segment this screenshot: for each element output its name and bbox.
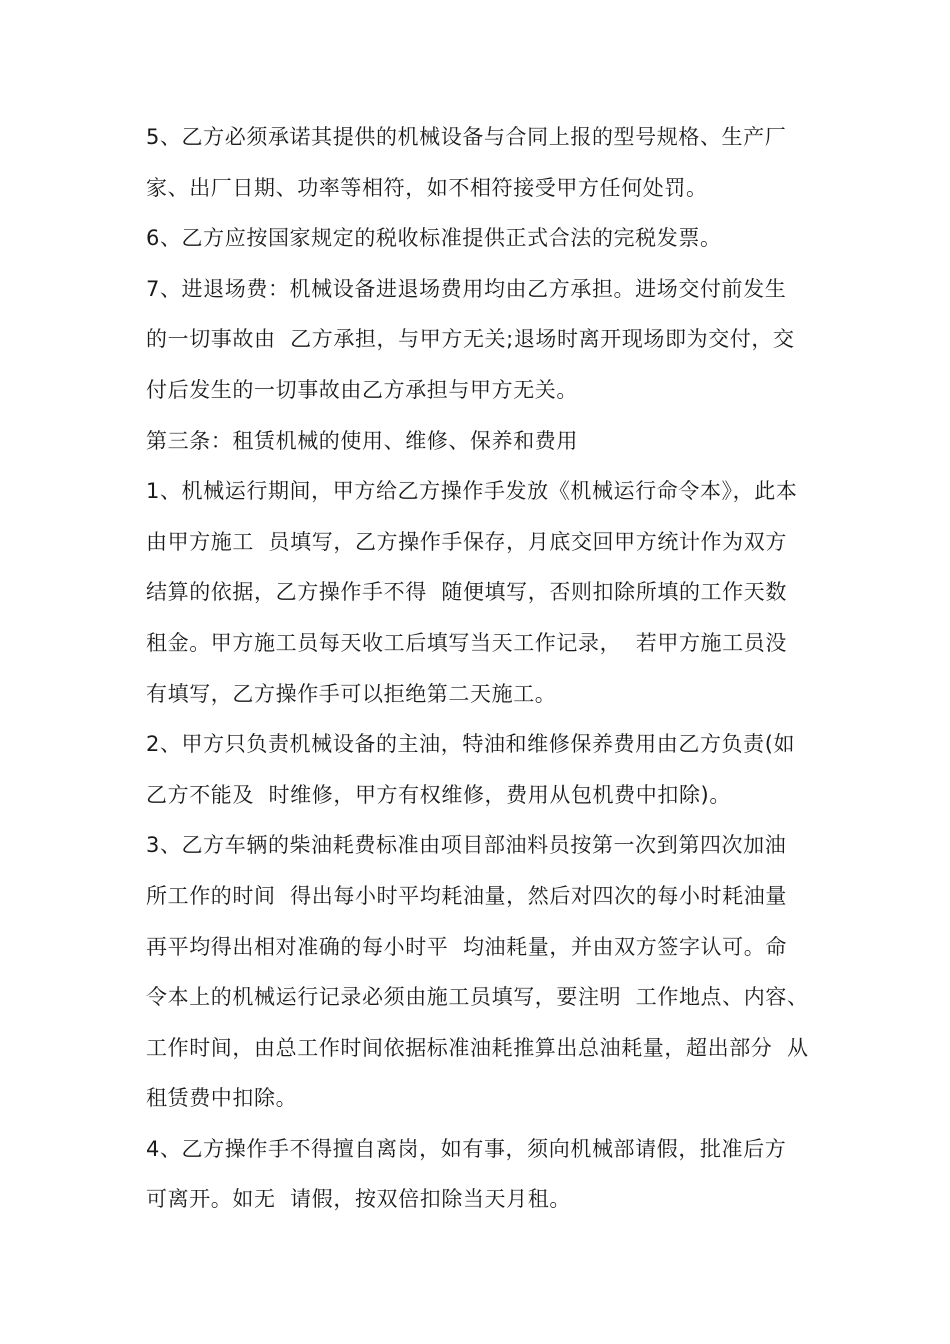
text-line: 2、甲方只负责机械设备的主油，特油和维修保养费用由乙方负责(如: [146, 732, 796, 757]
text-line: 7、进退场费：机械设备进退场费用均由乙方承担。进场交付前发生: [146, 276, 787, 301]
text-line: 租赁费中扣除。: [146, 1086, 298, 1111]
text-line: 工作时间，由总工作时间依据标准油耗推算出总油耗量，超出部分 从: [146, 1035, 809, 1060]
text-line: 3、乙方车辆的柴油耗费标准由项目部油料员按第一次到第四次加油: [146, 833, 787, 858]
text-line: 令本上的机械运行记录必须由施工员填写，要注明 工作地点、内容、: [146, 985, 809, 1010]
document-body: [146, 112, 810, 1225]
text-line: 结算的依据，乙方操作手不得 随便填写，否则扣除所填的工作天数: [146, 580, 787, 605]
text-line: 由甲方施工 员填写，乙方操作手保存，月底交回甲方统计作为双方: [146, 529, 787, 554]
text-line: 再平均得出相对准确的每小时平 均油耗量，并由双方签字认可。命: [146, 934, 787, 959]
text-line: 付后发生的一切事故由乙方承担与甲方无关。: [146, 377, 578, 402]
text-line: 租金。甲方施工员每天收工后填写当天工作记录， 若甲方施工员没: [146, 630, 787, 655]
section-heading: 第三条：租赁机械的使用、维修、保养和费用: [146, 428, 578, 453]
text-line: 可离开。如无 请假，按双倍扣除当天月租。: [146, 1187, 571, 1212]
text-line: 乙方不能及 时维修，甲方有权维修，费用从包机费中扣除)。: [146, 782, 731, 807]
text-line: 1、机械运行期间，甲方给乙方操作手发放《机械运行命令本》，此本: [146, 479, 798, 504]
text-line: 有填写，乙方操作手可以拒绝第二天施工。: [146, 681, 557, 706]
text-line: 4、乙方操作手不得擅自离岗，如有事，须向机械部请假，批准后方: [146, 1136, 787, 1161]
text-line: 5、乙方必须承诺其提供的机械设备与合同上报的型号规格、生产厂: [146, 125, 787, 149]
text-line: 的一切事故由 乙方承担，与甲方无关;退场时离开现场即为交付，交: [146, 327, 795, 352]
text-line: 家、出厂日期、功率等相符，如不相符接受甲方任何处罚。: [146, 175, 708, 200]
text-line: 6、乙方应按国家规定的税收标准提供正式合法的完税发票。: [146, 226, 722, 251]
text-line: 所工作的时间 得出每小时平均耗油量，然后对四次的每小时耗油量: [146, 883, 787, 908]
